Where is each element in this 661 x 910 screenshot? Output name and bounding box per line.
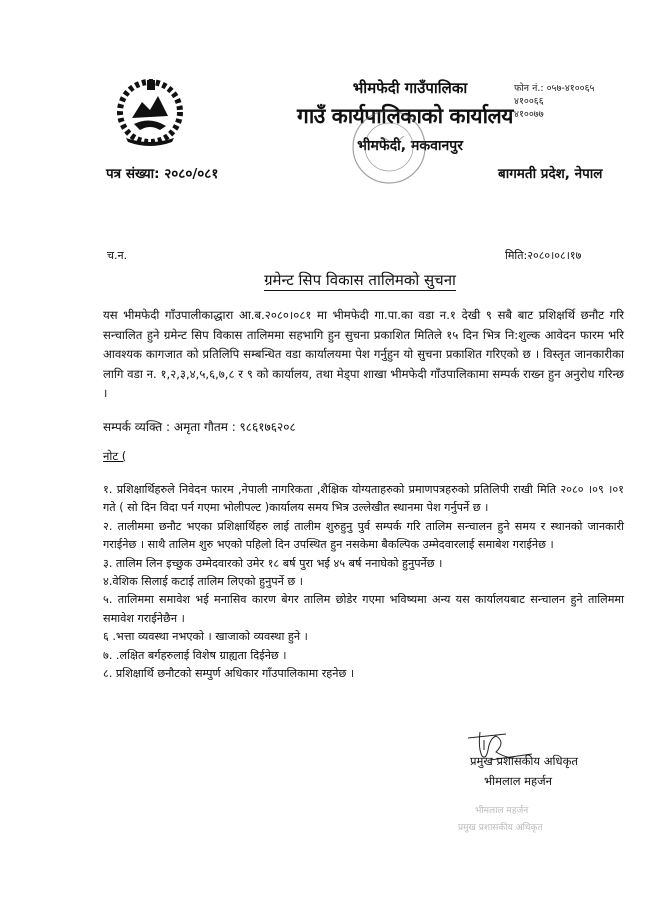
signatory-title: प्रमुख प्रशासकीय अधिकृत (470, 754, 578, 768)
contact-person: सम्पर्क व्यक्ति : अमृता गौतम : ९८६१७६२०८ (103, 420, 296, 434)
note-item: १. प्रशिक्षार्थिहरुले निवेदन फारम ,नेपाली नागरिकता ,शैक्षिक योग्यताहरुको प्रमाणपत्रहरुको प्रतिलिपी राखी मिति २०८० ।०९ ।०१ गते ( सो दिन विदा पर्न गएमा भोलीपल्ट )कार्यालय समय भित्र उल्लेखीत स्थानमा पेश गर्नुपर्ने छ । (103, 483, 624, 515)
note-item: ३. तालिम लिन इच्छुक उम्मेदवारको उमेर १८ बर्ष पुरा भई ४५ बर्ष ननाघेको हुनुपर्नेछ । (103, 556, 443, 570)
office-seal-stamp (350, 108, 428, 186)
notice-title-text: ग्रमेन्ट सिप विकास तालिमको सुचना (264, 271, 456, 289)
letter-date: मिति:२०८०।०८।१७ (505, 249, 582, 262)
note-heading: नोट ( (103, 449, 127, 463)
note-item: ७. .लक्षित बर्गहरुलाई विशेष ग्राह्यता दिईनेछ । (103, 648, 287, 662)
note-item: ८. प्रशिक्षार्थि छनौटको सम्पुर्ण अधिकार गाँउपालिकामा रहनेछ । (103, 667, 355, 681)
dispatch-number: च.न. (107, 249, 128, 262)
municipality-name: भीमफेदी गाउँपालिका (352, 79, 468, 97)
notice-title (90, 270, 630, 290)
note-item: ४.वेशिक सिलाई कटाई तालिम लिएको हुनुपर्ने छ । (103, 575, 304, 589)
note-item: ६ .भत्ता व्यवस्था नभएको । खाजाको व्यवस्था हुने । (103, 630, 308, 644)
phone-line: ४१००७७ (514, 109, 544, 120)
office-address: भीमफेदी, मकवानपुर (357, 138, 463, 154)
office-name: गाउँ कार्यपालिकाको कार्यालय (297, 104, 513, 128)
phone-line: फोन नं.: ०५७-४१००६५ (514, 83, 595, 94)
name-stamp-line: भीमलाल महर्जन (475, 806, 529, 816)
notice-body: यस भीमफेदी गाँउपालीकाद्धारा आ.ब.२०८०।०८१ मा भीमफेदी गा.पा.का वडा न.१ देखी ९ सबै बाट प्रशिक्षर्थि छनौट गरि सन्चालित हुने ग्रमेन्ट सिप विकास तालिममा सहभागि हुन सुचना प्रकाशित मितिले १५ दिन भित्र नि:शुल्क आवेदन फारम भरि आवश्यक कागजात को प्रतिलिपि सम्बन्धित वडा कार्यालयमा पेश गर्नुहुन यो सुचना प्रकाशित गरिएको छ । विस्तृत जानकारीका लागि वडा न. १,२,३,४,५,६,७,८ र ९ को कार्यालय, तथा मेड्पा शाखा भीमफेदी गाँउपालिकामा सम्पर्क राख्न हुन अनुरोध गरिन्छ । (103, 308, 624, 400)
notes-list (103, 481, 624, 683)
phone-line: ४१००६६ (514, 96, 544, 107)
phone-numbers (514, 82, 594, 121)
signatory-name: भीमलाल महर्जन (484, 774, 553, 788)
province-country: बागमती प्रदेश, नेपाल (498, 166, 603, 182)
nepal-emblem-icon (110, 72, 190, 152)
note-item: २. तालीममा छनौट भएका प्रशिक्षार्थिहरु लाई तालीम शुरुहुनु पुर्व सम्पर्क गरि तालिम सन्चालन हुने समय र स्थानको जानकारी गराईनेछ । साथै तालिम शुरु भएको पहिलो दिन उपस्थित हुन नसकेमा बैकल्पिक उम्मेदवारलाई समाबेश गराईनेछ । (103, 519, 624, 552)
note-item: ५. तालिममा समावेश भई मनासिव कारण बेगर तालिम छोडेर गएमा भविष्यमा अन्य यस कार्यालयबाट सन्चालन हुने तालिममा समावेश गराईनेछैन । (103, 593, 624, 625)
letter-number: पत्र संख्या: २०८०/०८१ (106, 166, 219, 182)
title-stamp-line: प्रमुख प्रशासकीय अधिकृत (458, 823, 543, 833)
